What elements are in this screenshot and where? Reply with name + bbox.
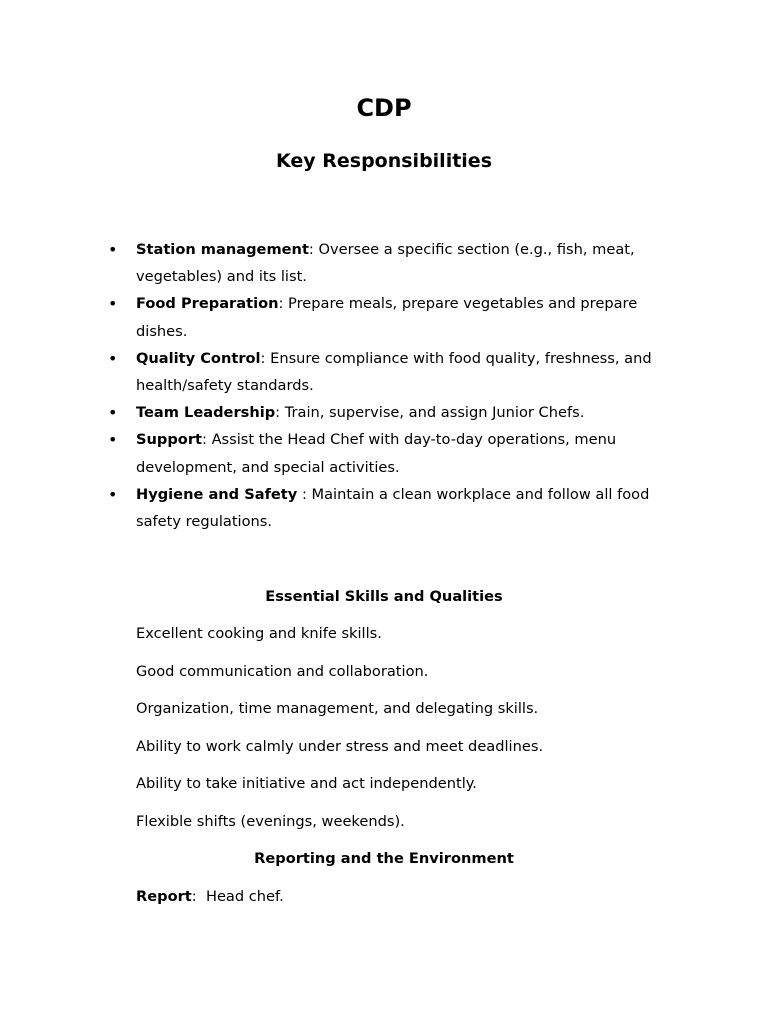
responsibilities-list [108,236,688,535]
skill-item: Organization, time management, and delegating skills. [136,700,539,717]
responsibility-separator: : [278,295,289,313]
responsibility-text: Assist the Head Chef with day-to-day operations, menu development, and special activities. [136,431,617,476]
responsibility-separator: : [308,241,319,258]
list-item [108,399,688,426]
skill-item: Excellent cooking and knife skills. [136,625,382,642]
document-title: CDP [356,94,412,122]
responsibility-separator: : [297,485,312,503]
list-item [108,290,688,344]
responsibility-separator: : [202,431,212,449]
responsibility-text: Oversee a specific section (e.g., fish, meat, vegetables) and its list. [136,241,635,286]
responsibility-label: Team Leadership [136,404,276,422]
responsibility-separator: : [260,349,271,367]
responsibility-text: Train, supervise, and assign Junior Chefs. [284,404,585,422]
skill-item: Good communication and collaboration. [136,663,429,680]
report-line [136,887,284,907]
skills-heading: Essential Skills and Qualities [265,588,503,605]
list-item [108,345,688,399]
responsibility-label: Quality Control [136,349,261,367]
skill-item: Flexible shifts (evenings, weekends). [136,813,405,830]
responsibility-text: Maintain a clean workplace and follow all food safety regulations. [136,485,650,531]
responsibility-label: Food Preparation [136,295,279,313]
responsibility-label: Station management [136,241,309,258]
reporting-heading: Reporting and the Environment [254,850,514,867]
skill-item: Ability to take initiative and act independently. [136,775,477,792]
list-item [108,481,688,535]
report-text: Head chef. [205,888,284,905]
list-item [108,236,688,290]
list-item [108,426,688,480]
skill-item: Ability to work calmly under stress and meet deadlines. [136,738,544,755]
responsibility-label: Support [136,431,202,449]
document-subtitle: Key Responsibilities [275,150,493,172]
report-label: Report [136,888,192,905]
report-separator: : [191,888,206,905]
responsibility-label: Hygiene and Safety [136,485,298,503]
responsibility-text: Prepare meals, prepare vegetables and prepare dishes. [136,295,638,340]
responsibility-separator: : [275,404,285,422]
responsibility-text: Ensure compliance with food quality, freshness, and health/safety standards. [136,349,652,395]
